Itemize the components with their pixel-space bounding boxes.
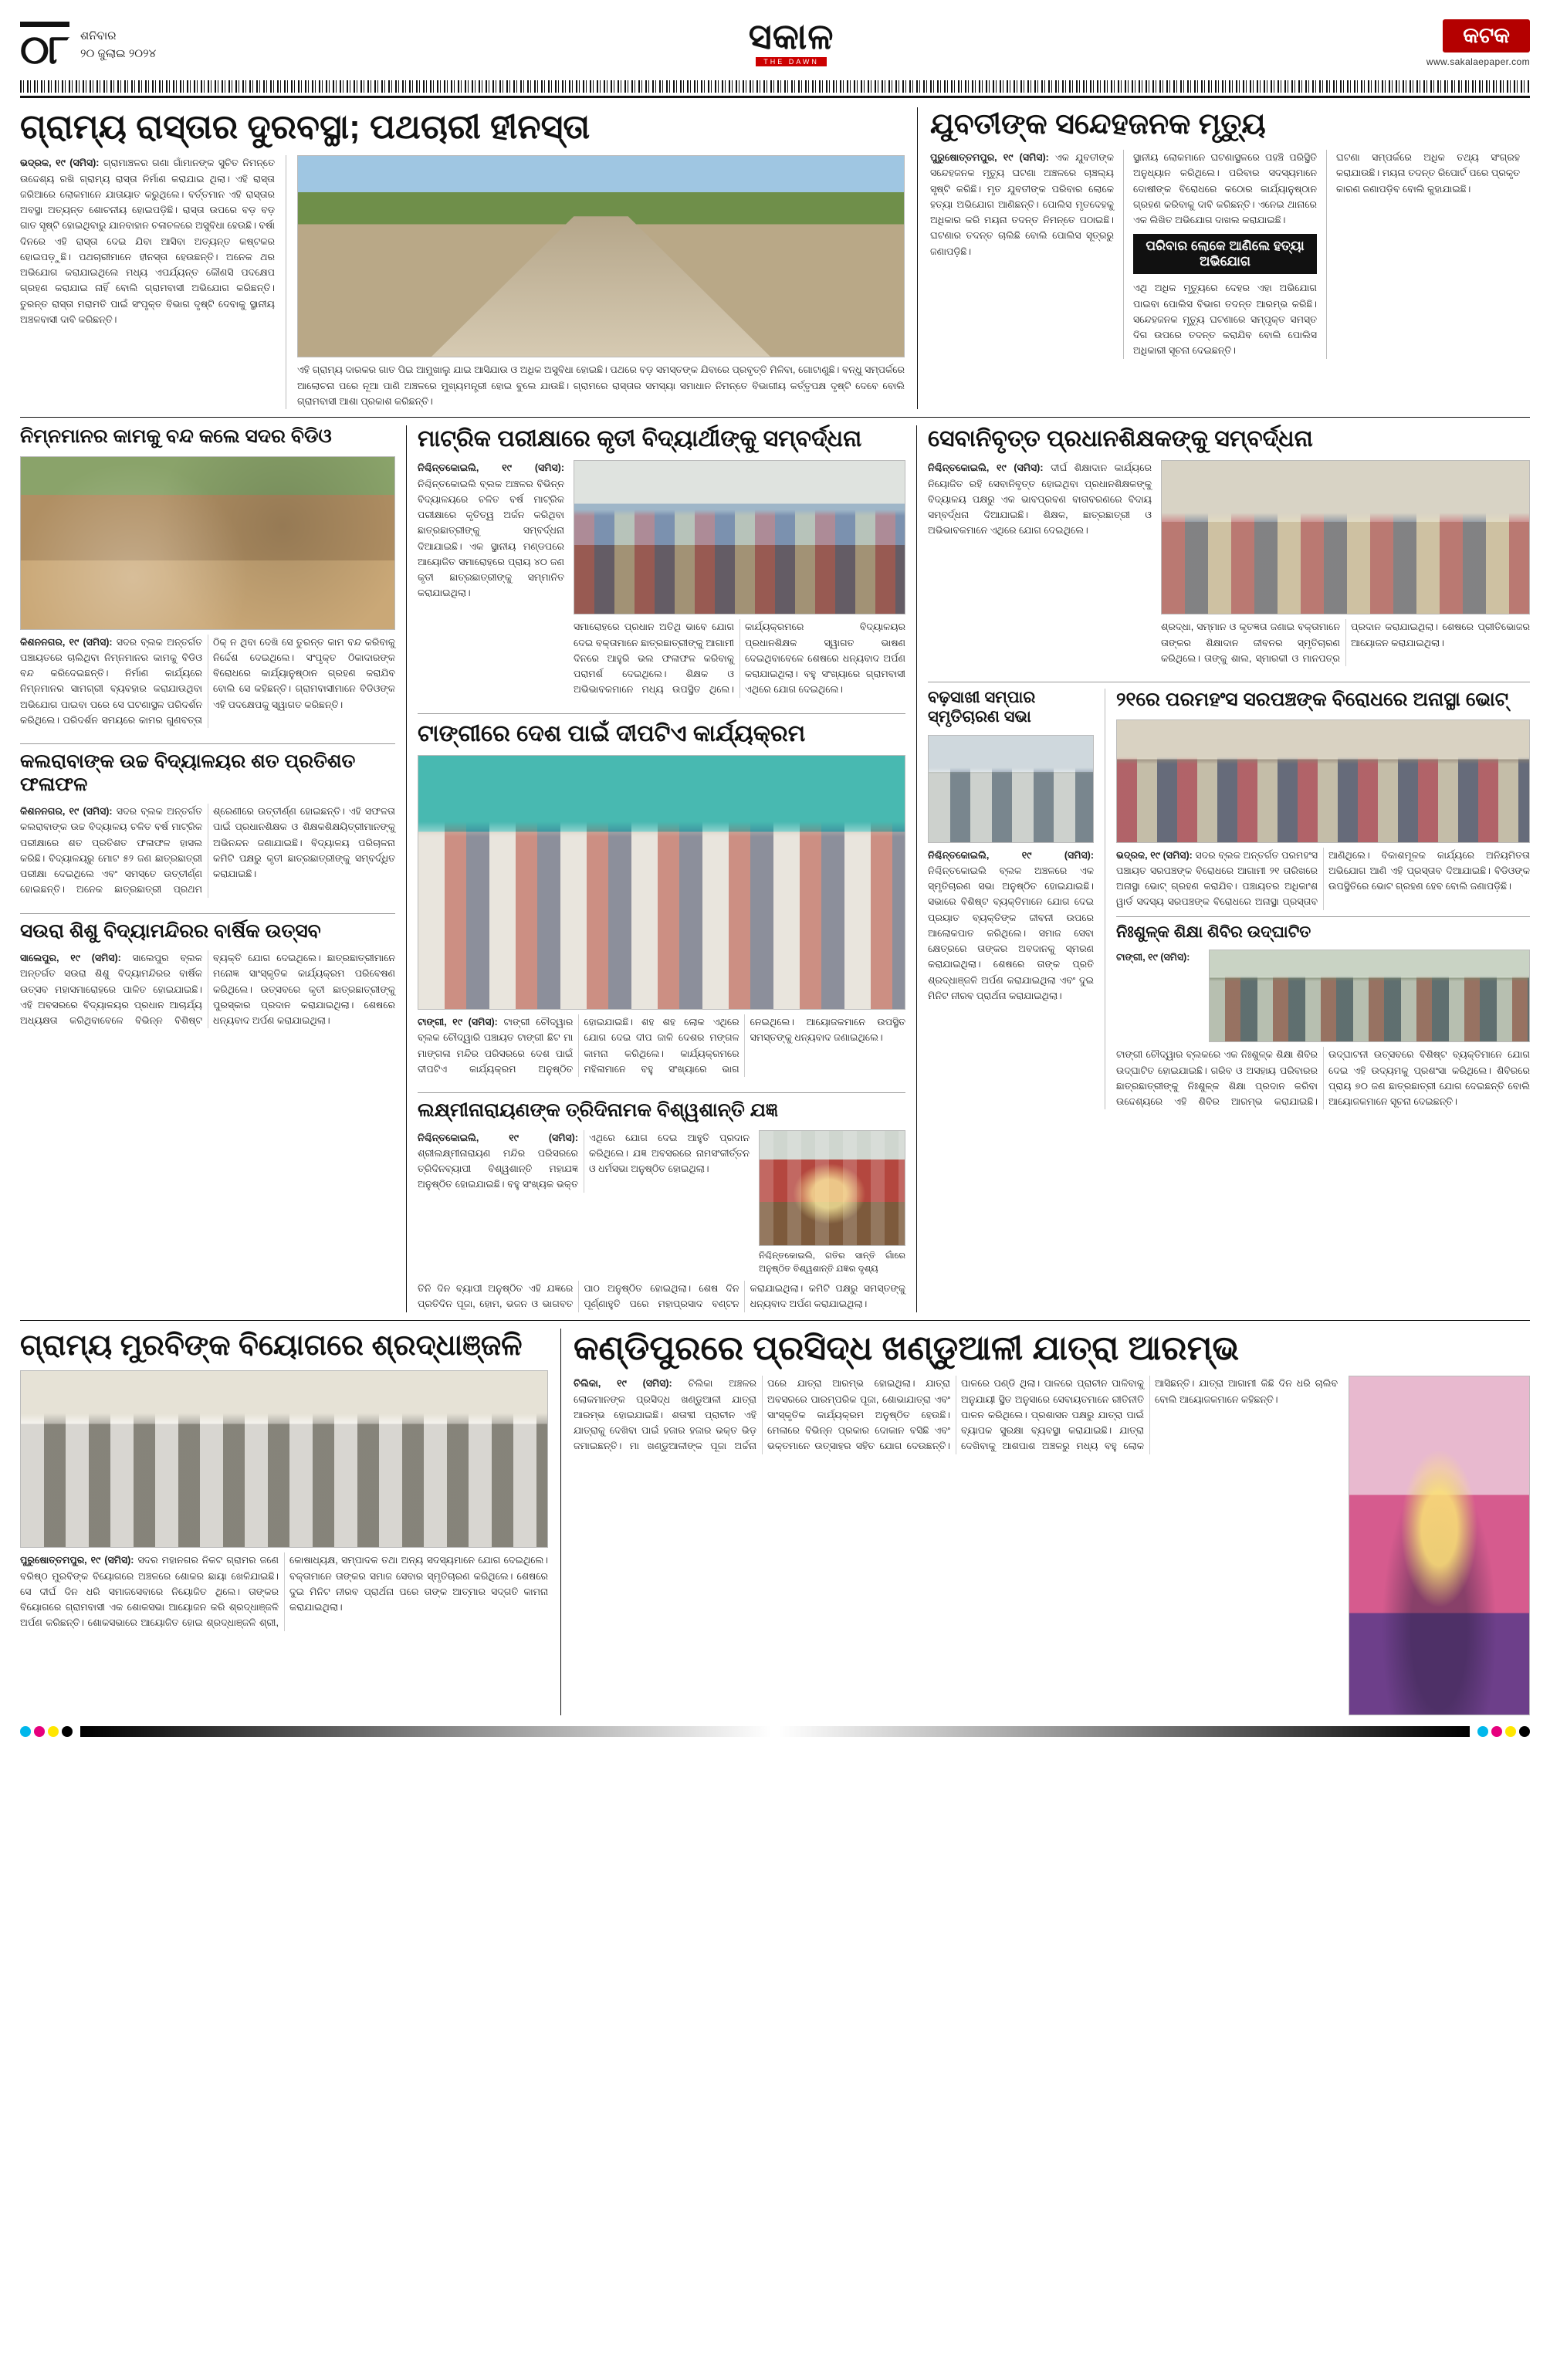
youth-death-body-1: ଏକ ଯୁବତୀଙ୍କ ସନ୍ଦେହଜନକ ମୃତ୍ୟୁ ଘଟଣା ଅଞ୍ଚଳରେ ଚାଞ୍ଚଲ୍ୟ ସୃଷ୍ଟି କରିଛି। ମୃତ ଯୁବତୀଙ୍କ ପରିବାର ଲୋକେ ହତ୍ୟା ଅଭିଯୋଗ ଆଣିଛନ୍ତି। ପୋଲିସ ମୃତଦେହକୁ ଅଧିକାର କରି ମୟନା ତଦନ୍ତ ନିମନ୍ତେ ପଠାଇଛି। ଘଟଣାର ତଦନ୍ତ ଚାଲିଛି ବୋଲି ପୋଲିସ ସୂତ୍ରରୁ ଜଣାପଡ଼ିଛି। — [930, 152, 1114, 257]
masthead-logo — [156, 16, 1426, 68]
lead-story-text-left — [20, 155, 275, 409]
masthead-date — [80, 17, 156, 63]
khanduali-headline: କଣ୍ଡିପୁରରେ ପ୍ରସିଦ୍ଧ ଖଣ୍ଡୁଆଳୀ ଯାତ୍ରା ଆରମ୍ଭ — [574, 1329, 1240, 1367]
left-stack-divider-2 — [20, 913, 395, 914]
youth-death-body-4: ଘଟଣା ସମ୍ପର୍କରେ ଅଧିକ ତଥ୍ୟ ସଂଗ୍ରହ କରାଯାଉଛି। ମୟନା ତଦନ୍ତ ରିପୋର୍ଟ ପରେ ପ୍ରକୃତ କାରଣ ଜଣାପଡ଼ିବ ବୋଲି କୁହାଯାଇଛି। — [1336, 152, 1520, 195]
sarapanch-dateline: ଭଦ୍ରକ, ୧୯ (ସମିସ): — [1116, 849, 1193, 861]
tribute-gathering-photo-image — [21, 1371, 547, 1547]
matric-story — [418, 425, 905, 698]
matric-body-1: ନିଶ୍ଚିନ୍ତକୋଇଲି ବ୍ଲକ ଅଞ୍ଚଳର ବିଭିନ୍ନ ବିଦ୍ୟାଳୟରେ ଚଳିତ ବର୍ଷ ମାଟ୍ରିକ ପରୀକ୍ଷାରେ କୃତିତ୍ୱ ଅର୍ଜନ କରିଥିବା ଛାତ୍ରଛାତ୍ରୀଙ୍କୁ ସମ୍ବର୍ଦ୍ଧନା ଦିଆଯାଇଛି। ଏକ ସ୍ଥାନୀୟ ମଣ୍ଡପରେ ଆୟୋଜିତ ସମାରୋହରେ ପ୍ରାୟ ୪୦ ଜଣ କୃତୀ ଛାତ୍ରଛାତ୍ରୀଙ୍କୁ ସମ୍ମାନିତ କରାଯାଇଥିଲା। — [418, 478, 564, 599]
memorial-meeting-photo-image — [929, 736, 1093, 842]
tangi-story — [418, 720, 905, 1077]
matric-headline: ମାଟ୍ରିକ ପରୀକ୍ଷାରେ କୃତୀ ବିଦ୍ୟାର୍ଥୀଙ୍କୁ ସମ୍ବର୍ଦ୍ଧନା — [418, 426, 862, 452]
website-url: www.sakalaepaper.com — [1426, 56, 1530, 68]
lead-story-headline: ଗ୍ରାମ୍ୟ ରାସ୍ତାର ଦୁରବସ୍ଥା; ପଥଚାରୀ ହୀନସ୍ତା — [20, 108, 591, 147]
top-band — [20, 107, 1530, 409]
publication-date: ୨୦ ଜୁଲାଇ ୨୦୨୪ — [80, 46, 157, 60]
bdo-story-body: ସଦର ବ୍ଲକ ଅନ୍ତର୍ଗତ ପଞ୍ଚାୟତରେ ଚାଲିଥିବା ନିମ୍ନମାନର କାମକୁ ବିଡିଓ ବନ୍ଦ କରିଦେଇଛନ୍ତି। ନିର୍ମାଣ କାର୍ଯ୍ୟରେ ନିମ୍ନମାନର ସାମଗ୍ରୀ ବ୍ୟବହାର କରାଯାଉଥିବା ଅଭିଯୋଗ ପାଇବା ପରେ ସେ ଘଟଣାସ୍ଥଳ ପରିଦର୍ଶନ କରିଥିଲେ। ପରିଦର୍ଶନ ସମୟରେ କାମର ଗୁଣବତ୍ତା ଠିକ୍ ନ ଥିବା ଦେଖି ସେ ତୁରନ୍ତ କାମ ବନ୍ଦ କରିବାକୁ ନିର୍ଦ୍ଦେଶ ଦେଇଥିଲେ। ସଂପୃକ୍ତ ଠିକାଦାରଙ୍କ ବିରୋଧରେ କାର୍ଯ୍ୟାନୁଷ୍ଠାନ ଗ୍ରହଣ କରାଯିବ ବୋଲି ସେ କହିଛନ୍ତି। ଗ୍ରାମବାସୀମାନେ ବିଡିଓଙ୍କ ଏହି ପଦକ୍ଷେପକୁ ସ୍ୱାଗତ କରିଛନ୍ତି। — [20, 636, 395, 726]
construction-site-photo-image — [21, 457, 394, 629]
masthead-divider — [20, 96, 1530, 98]
youth-death-body-3: ଏଥି ଅଧିକ ମୃତ୍ୟୁରେ ଦେହର ଏହା ଅଭିଯୋଗ ପାଇବା ପୋଲିସ ବିଭାଗ ତଦନ୍ତ ଆରମ୍ଭ କରିଛି। ସନ୍ଦେହଜନକ ମୃତ୍ୟୁ ଘଟଣାରେ ସମ୍ପୃକ୍ତ ସମସ୍ତ ଦିଗ ଉପରେ ତଦନ୍ତ କରାଯିବ ବୋଲି ପୋଲିସ ଅଧିକାରୀ ସୂଚନା ଦେଇଛନ୍ତି। — [1133, 283, 1317, 357]
masthead-right — [1426, 19, 1530, 67]
matric-body-2: ସମାରୋହରେ ପ୍ରଧାନ ଅତିଥି ଭାବେ ଯୋଗ ଦେଇ ବକ୍ତାମାନେ ଛାତ୍ରଛାତ୍ରୀଙ୍କୁ ଆଗାମୀ ଦିନରେ ଆହୁରି ଭଲ ଫଳାଫଳ କରିବାକୁ ପରାମର୍ଶ ଦେଇଥିଲେ। ଶିକ୍ଷକ ଓ ଅଭିଭାବକମାନେ ମଧ୍ୟ ଉପସ୍ଥିତ ଥିଲେ। — [574, 621, 734, 696]
headmaster-dateline: ନିଶ୍ଚିନ୍ତକୋଇଲି, ୧୯ (ସମିସ): — [928, 462, 1044, 474]
page-number: ୦୮ — [20, 28, 69, 73]
right-sub-row — [928, 689, 1530, 1109]
tribute-story — [20, 1329, 560, 1716]
cmyk-dots — [20, 1726, 73, 1737]
sauria-dateline: ସାଲେପୁର, ୧୯ (ସମିସ): — [20, 953, 121, 964]
tribute-dateline: ପୁରୁଷୋତ୍ତମପୁର, ୧୯ (ସମିସ): — [20, 1555, 134, 1566]
free-camp-story — [1116, 923, 1530, 1110]
publication-day: ଶନିବାର — [80, 29, 117, 42]
construction-site-photo — [20, 456, 395, 630]
headmaster-body-2: ଶ୍ରଦ୍ଧା, ସମ୍ମାନ ଓ କୃତଜ୍ଞତା ଜଣାଇ ବକ୍ତାମାନେ ତାଙ୍କର ଶିକ୍ଷାଦାନ ଜୀବନର ସ୍ମୃତିଚାରଣ କରିଥିଲେ। ତାଙ୍କୁ ଶାଲ, ସ୍ମାରକୀ ଓ ମାନପତ୍ର ପ୍ରଦାନ କରାଯାଇଥିଲା। ଶେଷରେ ପ୍ରୀତିଭୋଜର ଆୟୋଜନ କରାଯାଇଥିଲା। — [1161, 621, 1530, 664]
tribute-gathering-photo — [20, 1370, 548, 1548]
cmyk-yellow-dot — [48, 1726, 59, 1737]
sarapanch-story — [1116, 689, 1530, 1109]
band-divider-2 — [20, 1320, 1530, 1321]
village-road-photo — [297, 155, 905, 357]
yagna-photo-caption: ନିଶ୍ଚିନ୍ତକୋଇଲି, ଗତିର ସାନ୍ତି ଗାଁରେ ଅନୁଷ୍ଠିତ ବିଶ୍ୱଶାନ୍ତି ଯଜ୍ଞର ଦୃଶ୍ୟ — [759, 1251, 905, 1274]
sarapanch-headline: ୨୧ରେ ପରମହଂସ ସରପଞ୍ଚଙ୍କ ବିରୋଧରେ ଅନାସ୍ଥା ଭୋଟ୍ — [1116, 689, 1509, 711]
center-stack-divider-1 — [418, 713, 905, 714]
kalarabank-dateline: କିଶନନଗର, ୧୯ (ସମିସ): — [20, 806, 113, 818]
bhagabati-dateline: ନିଶ୍ଚିନ୍ତକୋଇଲି, ୧୯ (ସମିସ): — [928, 849, 1094, 861]
right-column-stack — [917, 425, 1530, 1312]
tangi-headline: ଟାଙ୍ଗୀରେ ଦେଶ ପାଇଁ ଦୀପଟିଏ କାର୍ଯ୍ୟକ୍ରମ — [418, 720, 806, 747]
free-camp-headline: ନିଃଶୁଳ୍କ ଶିକ୍ଷା ଶିବିର ଉଦ୍‌ଘାଟିତ — [1116, 923, 1311, 941]
matric-body-3: କାର୍ଯ୍ୟକ୍ରମରେ ବିଦ୍ୟାଳୟର ପ୍ରଧାନଶିକ୍ଷକ ସ୍ୱାଗତ ଭାଷଣ ଦେଇଥିବାବେଳେ ଶେଷରେ ଧନ୍ୟବାଦ ଅର୍ପଣ କରାଯାଇଥିଲା। ବହୁ ସଂଖ୍ୟାରେ ଗ୍ରାମବାସୀ ଏଥିରେ ଯୋଗ ଦେଇଥିଲେ। — [745, 621, 905, 696]
village-road-photo-image — [298, 156, 904, 357]
center-column-stack — [407, 425, 916, 1312]
cmyk-magenta-dot — [34, 1726, 45, 1737]
youth-death-headline: ଯୁବତୀଙ୍କ ସନ୍ଦେହଜନକ ମୃତ୍ୟୁ — [930, 108, 1266, 141]
yagna-body: ଶ୍ରୀଲକ୍ଷ୍ମୀନାରାୟଣ ମନ୍ଦିର ପରିସରରେ ତ୍ରିଦିନବ୍ୟାପୀ ବିଶ୍ୱଶାନ୍ତି ମହାଯଜ୍ଞ ଅନୁଷ୍ଠିତ ହୋଇଯାଇଛି। ବହୁ ସଂଖ୍ୟକ ଭକ୍ତ ଏଥିରେ ଯୋଗ ଦେଇ ଆହୁତି ପ୍ରଦାନ କରିଥିଲେ। ଯଜ୍ଞ ଅବସରରେ ନାମସଂକୀର୍ତ୍ତନ ଓ ଧର୍ମସଭା ଅନୁଷ୍ଠିତ ହୋଇଥିଲା। — [418, 1132, 750, 1190]
grey-ramp-left — [80, 1726, 771, 1737]
masthead-left — [20, 17, 157, 73]
sauria-body: ସାଲେପୁର ବ୍ଲକ ଅନ୍ତର୍ଗତ ସଉରା ଶିଶୁ ବିଦ୍ୟାମନ୍ଦିରର ବାର୍ଷିକ ଉତ୍ସବ ମହାସମାରୋହରେ ପାଳିତ ହୋଇଯାଇଛି। ଏହି ଅବସରରେ ବିଦ୍ୟାଳୟର ପ୍ରଧାନ ଆଚାର୍ଯ୍ୟ ଅଧ୍ୟକ୍ଷତା କରିଥିବାବେଳେ ବିଭିନ୍ନ ବିଶିଷ୍ଟ ବ୍ୟକ୍ତି ଯୋଗ ଦେଇଥିଲେ। ଛାତ୍ରଛାତ୍ରୀମାନେ ମନୋଜ୍ଞ ସାଂସ୍କୃତିକ କାର୍ଯ୍ୟକ୍ରମ ପରିବେଷଣ କରିଥିଲେ। ଉତ୍ସବରେ କୃତୀ ଛାତ୍ରଛାତ୍ରୀଙ୍କୁ ପୁରସ୍କାର ପ୍ରଦାନ କରାଯାଇଥିଲା। ଶେଷରେ ଧନ୍ୟବାଦ ଅର୍ପଣ କରାଯାଇଥିଲା। — [20, 953, 395, 1027]
lamp-lighting-crowd-photo — [418, 755, 905, 1010]
cmyk-black-dot-right — [1519, 1726, 1530, 1737]
yagna-dateline: ନିଶ୍ଚିନ୍ତକୋଇଲି, ୧୯ (ସମିସ): — [418, 1132, 578, 1143]
headmaster-headline: ସେବାନିବୃତ୍ତ ପ୍ରଧାନଶିକ୍ଷକଙ୍କୁ ସମ୍ବର୍ଦ୍ଧନା — [928, 426, 1313, 452]
footer-registration-bar — [20, 1726, 1530, 1737]
lead-story-media — [297, 155, 905, 409]
memorial-meeting-photo — [928, 735, 1094, 843]
youth-death-dateline: ପୁରୁଷୋତ୍ତମପୁର, ୧୯ (ସମିସ): — [930, 152, 1049, 164]
bdo-story-headline: ନିମ୍ନମାନର କାମକୁ ବନ୍ଦ କଲେ ସଦର ବିଡିଓ — [20, 425, 332, 448]
lamp-lighting-crowd-photo-image — [418, 756, 905, 1009]
yagna-shrine-photo-image — [760, 1131, 905, 1245]
bhagabati-story — [928, 689, 1094, 1109]
tribute-headline: ଗ୍ରାମ୍ୟ ମୁରବିଙ୍କ ବିୟୋଗରେ ଶ୍ରଦ୍ଧାଞ୍ଜଳି — [20, 1329, 523, 1362]
yagna-body-2: ତିନି ଦିନ ବ୍ୟାପୀ ଅନୁଷ୍ଠିତ ଏହି ଯଜ୍ଞରେ ପ୍ରତିଦିନ ପୂଜା, ହୋମ, ଭଜନ ଓ ଭାଗବତ ପାଠ ଅନୁଷ୍ଠିତ ହୋଇଥିଲା। ଶେଷ ଦିନ ପୂର୍ଣ୍ଣାହୁତି ପରେ ମହାପ୍ରସାଦ ବଣ୍ଟନ କରାଯାଇଥିଲା। କମିଟି ପକ୍ଷରୁ ସମସ୍ତଙ୍କୁ ଧନ୍ୟବାଦ ଅର୍ପଣ କରାଯାଇଥିଲା। — [418, 1283, 905, 1310]
bhagabati-body: ନିଶ୍ଚିନ୍ତକୋଇଲି ବ୍ଲକ ଅଞ୍ଚଳରେ ଏକ ସ୍ମୃତିଚାରଣ ସଭା ଅନୁଷ୍ଠିତ ହୋଇଯାଇଛି। ସଭାରେ ବିଶିଷ୍ଟ ବ୍ୟକ୍ତିମାନେ ଯୋଗ ଦେଇ ପ୍ରୟାତ ବ୍ୟକ୍ତିଙ୍କ ଜୀବନୀ ଉପରେ ଆଲୋକପାତ କରିଥିଲେ। ସମାଜ ସେବା କ୍ଷେତ୍ରରେ ତାଙ୍କର ଅବଦାନକୁ ସ୍ମରଣ କରାଯାଇଥିଲା। ଶେଷରେ ତାଙ୍କ ପ୍ରତି ଶ୍ରଦ୍ଧାଞ୍ଜଳି ଅର୍ପଣ କରାଯାଇଥିଲା ଏବଂ ଦୁଇ ମିନିଟ ନୀରବ ପ୍ରାର୍ଥନା କରାଯାଇଥିଲା। — [928, 865, 1094, 1001]
free-camp-dateline: ଟାଙ୍ଗୀ, ୧୯ (ସମିସ): — [1116, 952, 1190, 963]
yagna-story — [418, 1099, 905, 1312]
cmyk-black-dot — [62, 1726, 73, 1737]
center-stack-divider-2 — [418, 1092, 905, 1093]
bhagabati-headline: ବଢ଼ସାଖୀ ସମ୍ପାର ସ୍ମୃତିଚାରଣ ସଭା — [928, 689, 1036, 726]
column-rule — [1123, 150, 1124, 359]
bdo-story — [20, 425, 395, 728]
cmyk-cyan-dot-right — [1477, 1726, 1488, 1737]
retirement-felicitation-photo-image — [1162, 461, 1529, 614]
lead-story-dateline: ଭଦ୍ରକ, ୧୯ (ସମିସ): — [20, 157, 100, 169]
left-column-stack — [20, 425, 406, 1312]
lead-story-body-continued: ଏହି ଗ୍ରାମ୍ୟ ଦାରକର ଗାତ ପିଇ ଆମୁଖାଲୁ ଯାଇ ଆସିଯାଉ ଓ ଅଧିକ ଅସୁବିଧା ହୋଇଛି। ପଥରେ ବଡ଼ ସମସ୍ତଙ୍କ ଯିବାରେ ପ୍ରବୃତ୍ତି ମିଳିବା, ଗୋଟାଣୁଛି। ବନ୍ଧୁ ସମ୍ପର୍କରେ ଆଲୋଚନା ପରେ ନୂଆ ପାଣି ଅଞ୍ଚଳରେ ମୁଖ୍ୟମନ୍ତ୍ରୀ ହୋଇ ବୁଲେ ଯାଉଛି। ଗ୍ରାମରେ ରାସ୍ତାର ସମସ୍ୟା ସମାଧାନ ନିମନ୍ତେ ବିଭାଗୀୟ କର୍ତ୍ତୃପକ୍ଷ ଦୃଷ୍ଟି ଦେବେ ବୋଲି ଗ୍ରାମବାସୀ ଆଶା ପ୍ରକାଶ କରିଛନ୍ତି। — [297, 364, 905, 407]
education-camp-photo-image — [1210, 950, 1529, 1041]
free-camp-body: ଟାଙ୍ଗୀ ଚୌଦ୍ୱାର ବ୍ଲକରେ ଏକ ନିଃଶୁଳ୍କ ଶିକ୍ଷା ଶିବିର ଉଦ୍‌ଘାଟିତ ହୋଇଯାଇଛି। ଗରିବ ଓ ଅସହାୟ ପରିବାରର ଛାତ୍ରଛାତ୍ରୀଙ୍କୁ ନିଃଶୁଳ୍କ ଶିକ୍ଷା ପ୍ରଦାନ କରିବା ଉଦ୍ଦେଶ୍ୟରେ ଏହି ଶିବିର ଆରମ୍ଭ କରାଯାଇଛି। ଉଦ୍‌ଘାଟନୀ ଉତ୍ସବରେ ବିଶିଷ୍ଟ ବ୍ୟକ୍ତିମାନେ ଯୋଗ ଦେଇ ଏହି ଉଦ୍ୟମକୁ ପ୍ରଶଂସା କରିଥିଲେ। ଶିବିରରେ ପ୍ରାୟ ୭୦ ଜଣ ଛାତ୍ରଛାତ୍ରୀ ଯୋଗ ଦେଇଛନ୍ତି ବୋଲି ଆୟୋଜକମାନେ ସୂଚନା ଦେଇଛନ୍ତି। — [1116, 1049, 1530, 1108]
cmyk-dots-right — [1477, 1726, 1530, 1737]
khanduali-body-1: ଚିଲିକା ଅଞ୍ଚଳର ଲୋକମାନଙ୍କ ପ୍ରସିଦ୍ଧ ଖଣ୍ଡୁଆଳୀ ଯାତ୍ରା ଆରମ୍ଭ ହୋଇଯାଇଛି। ଶତାବ୍ଦୀ ପ୍ରାଚୀନ ଏହି ଯାତ୍ରାକୁ ଦେଖିବା ପାଇଁ ହଜାର ହଜାର ଭକ୍ତ ଭିଡ଼ ଜମାଇଛନ୍ତି। ମା ଖଣ୍ଡୁଆଳୀଙ୍କ ପୂଜା ଅର୍ଚ୍ଚନା ପରେ ଯାତ୍ରା ଆରମ୍ଭ ହୋଇଥିଲା। — [574, 1378, 915, 1452]
panchayat-meeting-photo — [1116, 719, 1530, 843]
newspaper-tagline: THE DAWN — [756, 57, 827, 66]
page-number-rule — [20, 22, 69, 27]
lead-story-body: ଗ୍ରାମାଞ୍ଚଳର ଗଣା ଗାଁମାନଙ୍କ ସୁଚିତ ନିମନ୍ତେ ଉଦ୍ଦେଶ୍ୟ ରଖି ଗ୍ରାମ୍ୟ ରାସ୍ତା ନିର୍ମାଣ କରାଯାଇ ଥିଲା। ଏହି ରାସ୍ତା ଜରିଆରେ ଲୋକମାନେ ଯାତାୟାତ କରୁଥିଲେ। ବର୍ତ୍ତମାନ ଏହି ରାସ୍ତାର ଅବସ୍ଥା ଅତ୍ୟନ୍ତ ଶୋଚନୀୟ ହୋଇପଡ଼ିଛି। ରାସ୍ତା ଉପରେ ବଡ଼ ବଡ଼ ଗାତ ସୃଷ୍ଟି ହୋଇଥିବାରୁ ଯାନବାହାନ ଚଳାଚଳରେ ଅସୁବିଧା ହେଉଛି। ବର୍ଷା ଦିନରେ ଏହି ରାସ୍ତା ଦେଇ ଯିବା ଆସିବା ଅତ୍ୟନ୍ତ କଷ୍ଟକର ହୋଇପଡ଼ୁଛି। ପଥଚାରୀମାନେ ହୀନସ୍ତା ହେଉଛନ୍ତି। ଅନେକ ଥର ଅଭିଯୋଗ କରାଯାଇଥିଲେ ମଧ୍ୟ ଏପର୍ଯ୍ୟନ୍ତ କୌଣସି ପଦକ୍ଷେପ ଗ୍ରହଣ କରାଯାଇ ନାହିଁ ବୋଲି ଗ୍ରାମବାସୀ ଅଭିଯୋଗ କରିଛନ୍ତି। ତୁରନ୍ତ ରାସ୍ତା ମରାମତି ପାଇଁ ସଂପୃକ୍ତ ବିଭାଗ ଦୃଷ୍ଟି ଦେବାକୁ ସ୍ଥାନୀୟ ଅଞ୍ଚଳବାସୀ ଦାବି କରିଛନ୍ତି। — [20, 157, 275, 325]
middle-band — [20, 425, 1530, 1312]
right-stack-divider-2 — [1116, 916, 1530, 917]
headmaster-story — [928, 425, 1530, 666]
felicitation-group-photo-image — [574, 461, 905, 614]
youth-death-story — [918, 107, 1520, 409]
band-divider-1 — [20, 417, 1530, 418]
sauria-story — [20, 920, 395, 1029]
youth-death-body-2: ସ୍ଥାନୀୟ ଲୋକମାନେ ଘଟଣାସ୍ଥଳରେ ପହଞ୍ଚି ପରିସ୍ଥିତି ଅନୁଧ୍ୟାନ କରିଥିଲେ। ପରିବାର ସଦସ୍ୟମାନେ ଦୋଷୀଙ୍କ ବିରୋଧରେ କଠୋର କାର୍ଯ୍ୟାନୁଷ୍ଠାନ ଗ୍ରହଣ କରିବାକୁ ଦାବି କରିଛନ୍ତି। ଏନେଇ ଥାନାରେ ଏକ ଲିଖିତ ଅଭିଯୋଗ ଦାଖଲ କରାଯାଇଛି। — [1133, 152, 1317, 226]
cmyk-cyan-dot — [20, 1726, 31, 1737]
headmaster-body-1: ଦୀର୍ଘ ଶିକ୍ଷାଦାନ କାର୍ଯ୍ୟରେ ନିୟୋଜିତ ରହି ସେବାନିବୃତ୍ତ ହୋଇଥିବା ପ୍ରଧାନଶିକ୍ଷକଙ୍କୁ ବିଦ୍ୟାଳୟ ପକ୍ଷରୁ ଏକ ଭାବପ୍ରବଣ ବାତାବରଣରେ ବିଦାୟ ସମ୍ବର୍ଦ୍ଧନା ଦିଆଯାଇଛି। ଶିକ୍ଷକ, ଛାତ୍ରଛାତ୍ରୀ ଓ ଅଭିଭାବକମାନେ ଏଥିରେ ଯୋଗ ଦେଇଥିଲେ। — [928, 462, 1152, 537]
panchayat-meeting-photo-image — [1117, 720, 1529, 842]
yagna-headline: ଲକ୍ଷ୍ମୀନାରାୟଣଙ୍କ ତ୍ରିଦିନାମକ ବିଶ୍ୱଶାନ୍ତି ଯଜ୍ଞ — [418, 1099, 778, 1122]
lead-story-dateline-para — [20, 155, 275, 327]
page-number-block — [20, 17, 69, 73]
bdo-story-dateline: କିଶନନଗର, ୧୯ (ସମିସ): — [20, 636, 113, 648]
khanduali-body-3: ପାଳରେ ପଣ୍ଡି ଥିଲା। ପାଳରେ ପ୍ରାଚୀନ ପାଳିବାକୁ ଅନୁଯାୟୀ ସ୍ଥିତ ଅନୁସାରେ ସେବାୟତମାନେ ରୀତିନୀତି ପାଳନ କରିଥିଲେ। ପ୍ରଶାସନ ପକ୍ଷରୁ ଯାତ୍ରା ପାଇଁ ବ୍ୟାପକ ସୁରକ୍ଷା ବ୍ୟବସ୍ଥା କରାଯାଇଛି। — [961, 1378, 1144, 1437]
lead-story — [20, 107, 917, 409]
newspaper-title: ସକାଳ — [748, 16, 834, 57]
cmyk-magenta-dot-right — [1491, 1726, 1502, 1737]
cmyk-yellow-dot-right — [1505, 1726, 1516, 1737]
khanduali-story — [561, 1329, 1530, 1716]
tribute-body-1: ସଦର ମହାନଗର ନିକଟ ଗ୍ରାମର ଜଣେ ବରିଷ୍ଠ ମୁରବିଙ୍କ ବିୟୋଗରେ ଅଞ୍ଚଳରେ ଶୋକର ଛାୟା ଖେଳିଯାଇଛି। ସେ ଦୀର୍ଘ ଦିନ ଧରି ସମାଜସେବାରେ ନିୟୋଜିତ ଥିଲେ। ତାଙ୍କର ବିୟୋଗରେ ଗ୍ରାମବାସୀ ଏକ ଶୋକସଭା ଆୟୋଜନ କରି ଶ୍ରଦ୍ଧାଞ୍ଜଳି ଅର୍ପଣ କରିଛନ୍ତି। — [20, 1555, 279, 1629]
youth-death-subhead: ପରିବାର ଲୋକେ ଆଣିଲେ ହତ୍ୟା ଅଭିଯୋଗ — [1133, 234, 1317, 274]
khanduali-body-2: ଯାତ୍ରା ଅବସରରେ ପାରମ୍ପରିକ ପୂଜା, ଶୋଭାଯାତ୍ରା ଏବଂ ସାଂସ୍କୃତିକ କାର୍ଯ୍ୟକ୍ରମ ଅନୁଷ୍ଠିତ ହେଉଛି। ମେଳାରେ ବିଭିନ୍ନ ପ୍ରକାର ଦୋକାନ ବସିଛି ଏବଂ ଭକ୍ତମାନେ ଉତ୍ସାହର ସହିତ ଯୋଗ ଦେଉଛନ୍ତି। — [767, 1378, 950, 1452]
sarapanch-body: ସଦର ବ୍ଲକ ଅନ୍ତର୍ଗତ ପରମହଂସ ପଞ୍ଚାୟତ ସରପଞ୍ଚଙ୍କ ବିରୋଧରେ ଆଗାମୀ ୨୧ ତାରିଖରେ ଅନାସ୍ଥା ଭୋଟ୍ ଗ୍ରହଣ କରାଯିବ। ପଞ୍ଚାୟତର ଅଧିକାଂଶ ୱାର୍ଡ ସଦସ୍ୟ ସରପଞ୍ଚଙ୍କ ବିରୋଧରେ ଅନାସ୍ଥା ପ୍ରସ୍ତାବ ଆଣିଥିଲେ। ବିକାଶମୂଳକ କାର୍ଯ୍ୟରେ ଅନିୟମିତତା ଅଭିଯୋଗ ଆଣି ଏହି ପ୍ରସ୍ତାବ ଦିଆଯାଇଛି। ବିଡିଓଙ୍କ ଉପସ୍ଥିତିରେ ଭୋଟ ଗ୍ରହଣ ହେବ ବୋଲି ଜଣାପଡ଼ିଛି। — [1116, 849, 1530, 908]
kalarabank-body: ସଦର ବ୍ଲକ ଅନ୍ତର୍ଗତ କଲରାବାଙ୍କ ଉଚ୍ଚ ବିଦ୍ୟାଳୟ ଚଳିତ ବର୍ଷ ମାଟ୍ରିକ ପରୀକ୍ଷାରେ ଶତ ପ୍ରତିଶତ ଫଳାଫଳ ହାସଲ କରିଛି। ବିଦ୍ୟାଳୟରୁ ମୋଟ ୫୨ ଜଣ ଛାତ୍ରଛାତ୍ରୀ ପରୀକ୍ଷା ଦେଇଥିଲେ ଏବଂ ସମସ୍ତେ ଉତ୍ତୀର୍ଣ୍ଣ ହୋଇଛନ୍ତି। ଅନେକ ଛାତ୍ରଛାତ୍ରୀ ପ୍ରଥମ ଶ୍ରେଣୀରେ ଉତ୍ତୀର୍ଣ୍ଣ ହୋଇଛନ୍ତି। ଏହି ସଫଳତା ପାଇଁ ପ୍ରଧାନଶିକ୍ଷକ ଓ ଶିକ୍ଷକଶିକ୍ଷୟିତ୍ରୀମାନଙ୍କୁ ଅଭିନନ୍ଦନ ଜଣାଯାଇଛି। ବିଦ୍ୟାଳୟ ପରିଚାଳନା କମିଟି ପକ୍ଷରୁ କୃତୀ ଛାତ୍ରଛାତ୍ରୀଙ୍କୁ ସମ୍ବର୍ଦ୍ଧିତ କରାଯାଇଛି। — [20, 806, 395, 895]
goddess-idol-photo — [1349, 1376, 1530, 1715]
column-rule — [1326, 150, 1327, 359]
masthead-barcode-strip — [20, 80, 1530, 93]
masthead — [20, 17, 1530, 76]
khanduali-body-4: ଯାତ୍ରା ଦେଖିବାକୁ ଆଶପାଶ ଅଞ୍ଚଳରୁ ମଧ୍ୟ ବହୁ ଲୋକ ଆସିଛନ୍ତି। ଯାତ୍ରା ଆଗାମୀ କିଛି ଦିନ ଧରି ଚାଲିବ ବୋଲି ଆୟୋଜକମାନେ କହିଛନ୍ତି। — [961, 1378, 1338, 1452]
khanduali-dateline: ଚିଲିକା, ୧୯ (ସମିସ): — [574, 1378, 672, 1390]
tangi-body: ଟାଙ୍ଗୀ ଚୌଦ୍ୱାର ବ୍ଲକ ଚୌଦ୍ୱାରି ପଞ୍ଚାୟତ ଟାଙ୍ଗୀ ଛିଟ ମା ମାଙ୍ଗଳା ମନ୍ଦିର ପରିସରରେ ଦେଶ ପାଇଁ ଦୀପଟିଏ କାର୍ଯ୍ୟକ୍ରମ ଅନୁଷ୍ଠିତ ହୋଇଯାଇଛି। ଶହ ଶହ ଲୋକ ଏଥିରେ ଯୋଗ ଦେଇ ଦୀପ ଜାଳି ଦେଶର ମଙ୍ଗଳ କାମନା କରିଥିଲେ। କାର୍ଯ୍ୟକ୍ରମରେ ମହିଳାମାନେ ବହୁ ସଂଖ୍ୟାରେ ଭାଗ ନେଇଥିଲେ। ଆୟୋଜକମାନେ ଉପସ୍ଥିତ ସମସ୍ତଙ୍କୁ ଧନ୍ୟବାଦ ଜଣାଇଥିଲେ। — [418, 1017, 905, 1075]
edition-badge: କଟକ — [1443, 19, 1530, 52]
kalarabank-headline: କଲରାବାଙ୍କ ଉଚ୍ଚ ବିଦ୍ୟାଳୟର ଶତ ପ୍ରତିଶତ ଫଳାଫଳ — [20, 750, 356, 795]
goddess-idol-photo-image — [1349, 1376, 1529, 1715]
retirement-felicitation-photo — [1161, 460, 1530, 614]
yagna-shrine-photo — [759, 1130, 905, 1246]
tangi-dateline: ଟାଙ୍ଗୀ, ୧୯ (ସମିସ): — [418, 1017, 498, 1028]
sauria-headline: ସଉରା ଶିଶୁ ବିଦ୍ୟାମନ୍ଦିରର ବାର୍ଷିକ ଉତ୍ସବ — [20, 919, 321, 942]
bottom-band — [20, 1329, 1530, 1716]
tribute-body-2: ଶୋକସଭାରେ ଆୟୋଜିତ ହୋଇ ଶ୍ରଦ୍ଧାଞ୍ଜଳି ଶ୍ରୀ, କୋଷାଧ୍ୟକ୍ଷ, ସମ୍ପାଦକ ତଥା ଅନ୍ୟ ସଦସ୍ୟମାନେ ଯୋଗ ଦେଇଥିଲେ। ବକ୍ତାମାନେ ତାଙ୍କର ସମାଜ ସେବାର ସ୍ମୃତିଚାରଣ କରିଥିଲେ। ଶେଷରେ ଦୁଇ ମିନିଟ ନୀରବ ପ୍ରାର୍ଥନା ପରେ ତାଙ୍କ ଆତ୍ମାର ସଦ୍‌ଗତି କାମନା କରାଯାଇଥିଲା। — [87, 1555, 548, 1629]
grey-ramp-right — [779, 1726, 1470, 1737]
matric-dateline: ନିଶ୍ଚିନ୍ତକୋଇଲି, ୧୯ (ସମିସ): — [418, 462, 564, 474]
felicitation-group-photo — [574, 460, 905, 614]
kalarabank-story — [20, 750, 395, 898]
education-camp-photo — [1209, 950, 1530, 1042]
left-stack-divider-1 — [20, 743, 395, 744]
